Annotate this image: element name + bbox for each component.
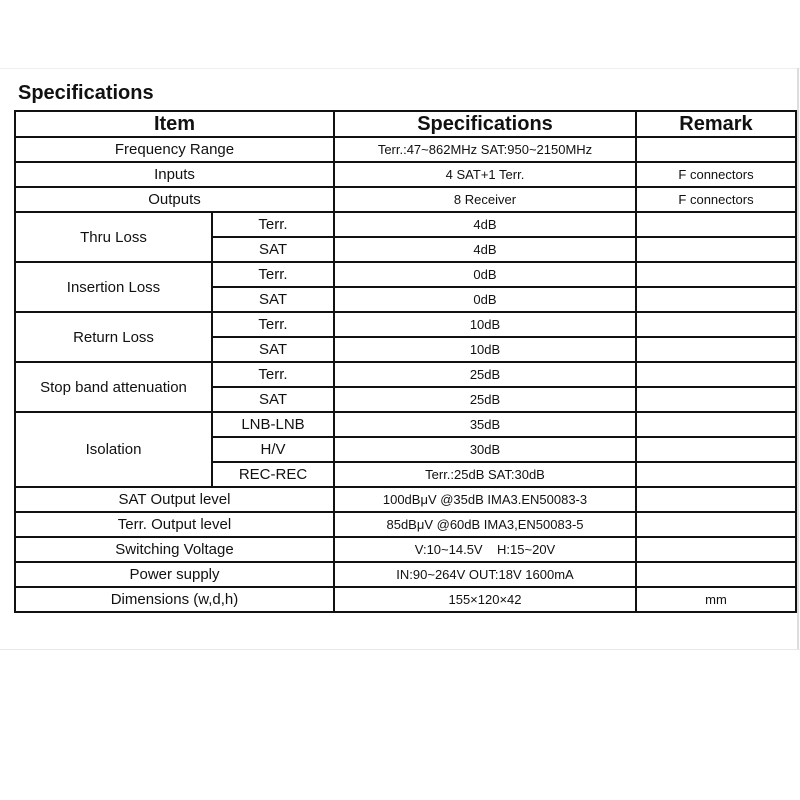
row-spec: Terr.:25dB SAT:30dB bbox=[334, 462, 636, 487]
row-item: Dimensions (w,d,h) bbox=[15, 587, 334, 612]
table-row bbox=[15, 487, 796, 512]
table-row bbox=[15, 587, 796, 612]
table-row bbox=[15, 212, 796, 237]
row-spec: V:10~14.5V H:15~20V bbox=[334, 537, 636, 562]
row-spec: 30dB bbox=[334, 437, 636, 462]
row-spec: 8 Receiver bbox=[334, 187, 636, 212]
table-row bbox=[15, 187, 796, 212]
sub-item: LNB-LNB bbox=[212, 412, 334, 437]
row-spec: 4 SAT+1 Terr. bbox=[334, 162, 636, 187]
row-remark bbox=[636, 487, 796, 512]
row-spec: 35dB bbox=[334, 412, 636, 437]
row-remark: F connectors bbox=[636, 162, 796, 187]
panel-bottom-edge bbox=[0, 649, 800, 650]
row-remark bbox=[636, 237, 796, 262]
table-row bbox=[15, 312, 796, 337]
row-item: Inputs bbox=[15, 162, 334, 187]
specifications-table bbox=[14, 110, 797, 613]
sub-item: SAT bbox=[212, 387, 334, 412]
row-remark: mm bbox=[636, 587, 796, 612]
table-row bbox=[15, 562, 796, 587]
table-header-row bbox=[15, 111, 796, 137]
row-spec: 4dB bbox=[334, 237, 636, 262]
row-remark bbox=[636, 137, 796, 162]
header-specifications: Specifications bbox=[334, 111, 636, 137]
row-remark bbox=[636, 312, 796, 337]
row-remark bbox=[636, 562, 796, 587]
sub-item: Terr. bbox=[212, 362, 334, 387]
row-item: Switching Voltage bbox=[15, 537, 334, 562]
sub-item: H/V bbox=[212, 437, 334, 462]
table-row bbox=[15, 537, 796, 562]
header-remark: Remark bbox=[636, 111, 796, 137]
row-spec: 10dB bbox=[334, 337, 636, 362]
row-remark: F connectors bbox=[636, 187, 796, 212]
sub-item: REC-REC bbox=[212, 462, 334, 487]
row-remark bbox=[636, 262, 796, 287]
sub-item: SAT bbox=[212, 237, 334, 262]
header-item: Item bbox=[15, 111, 334, 137]
sub-item: Terr. bbox=[212, 212, 334, 237]
table-row bbox=[15, 262, 796, 287]
row-spec: Terr.:47~862MHz SAT:950~2150MHz bbox=[334, 137, 636, 162]
row-remark bbox=[636, 212, 796, 237]
row-item: Power supply bbox=[15, 562, 334, 587]
table-row bbox=[15, 162, 796, 187]
row-remark bbox=[636, 537, 796, 562]
group-item-thru-loss: Thru Loss bbox=[15, 212, 212, 262]
row-spec: IN:90~264V OUT:18V 1600mA bbox=[334, 562, 636, 587]
sub-item: SAT bbox=[212, 337, 334, 362]
row-item: Terr. Output level bbox=[15, 512, 334, 537]
sub-item: SAT bbox=[212, 287, 334, 312]
row-remark bbox=[636, 337, 796, 362]
group-item-stop-band-attenuation: Stop band attenuation bbox=[15, 362, 212, 412]
row-spec: 0dB bbox=[334, 262, 636, 287]
row-item: Outputs bbox=[15, 187, 334, 212]
group-item-isolation: Isolation bbox=[15, 412, 212, 487]
row-item: Frequency Range bbox=[15, 137, 334, 162]
row-remark bbox=[636, 287, 796, 312]
row-spec: 10dB bbox=[334, 312, 636, 337]
row-remark bbox=[636, 512, 796, 537]
row-remark bbox=[636, 387, 796, 412]
row-spec: 100dBμV @35dB IMA3.EN50083-3 bbox=[334, 487, 636, 512]
row-spec: 25dB bbox=[334, 362, 636, 387]
table-row bbox=[15, 512, 796, 537]
sub-item: Terr. bbox=[212, 262, 334, 287]
row-spec: 25dB bbox=[334, 387, 636, 412]
row-remark bbox=[636, 362, 796, 387]
row-remark bbox=[636, 437, 796, 462]
row-spec: 155×120×42 bbox=[334, 587, 636, 612]
row-spec: 0dB bbox=[334, 287, 636, 312]
group-item-insertion-loss: Insertion Loss bbox=[15, 262, 212, 312]
row-spec: 85dBμV @60dB IMA3,EN50083-5 bbox=[334, 512, 636, 537]
sub-item: Terr. bbox=[212, 312, 334, 337]
row-spec: 4dB bbox=[334, 212, 636, 237]
panel-right-edge bbox=[797, 68, 799, 650]
row-remark bbox=[636, 462, 796, 487]
table-row bbox=[15, 137, 796, 162]
group-item-return-loss: Return Loss bbox=[15, 312, 212, 362]
page-title: Specifications bbox=[18, 82, 154, 104]
table-row bbox=[15, 362, 796, 387]
table-row bbox=[15, 412, 796, 437]
row-item: SAT Output level bbox=[15, 487, 334, 512]
row-remark bbox=[636, 412, 796, 437]
